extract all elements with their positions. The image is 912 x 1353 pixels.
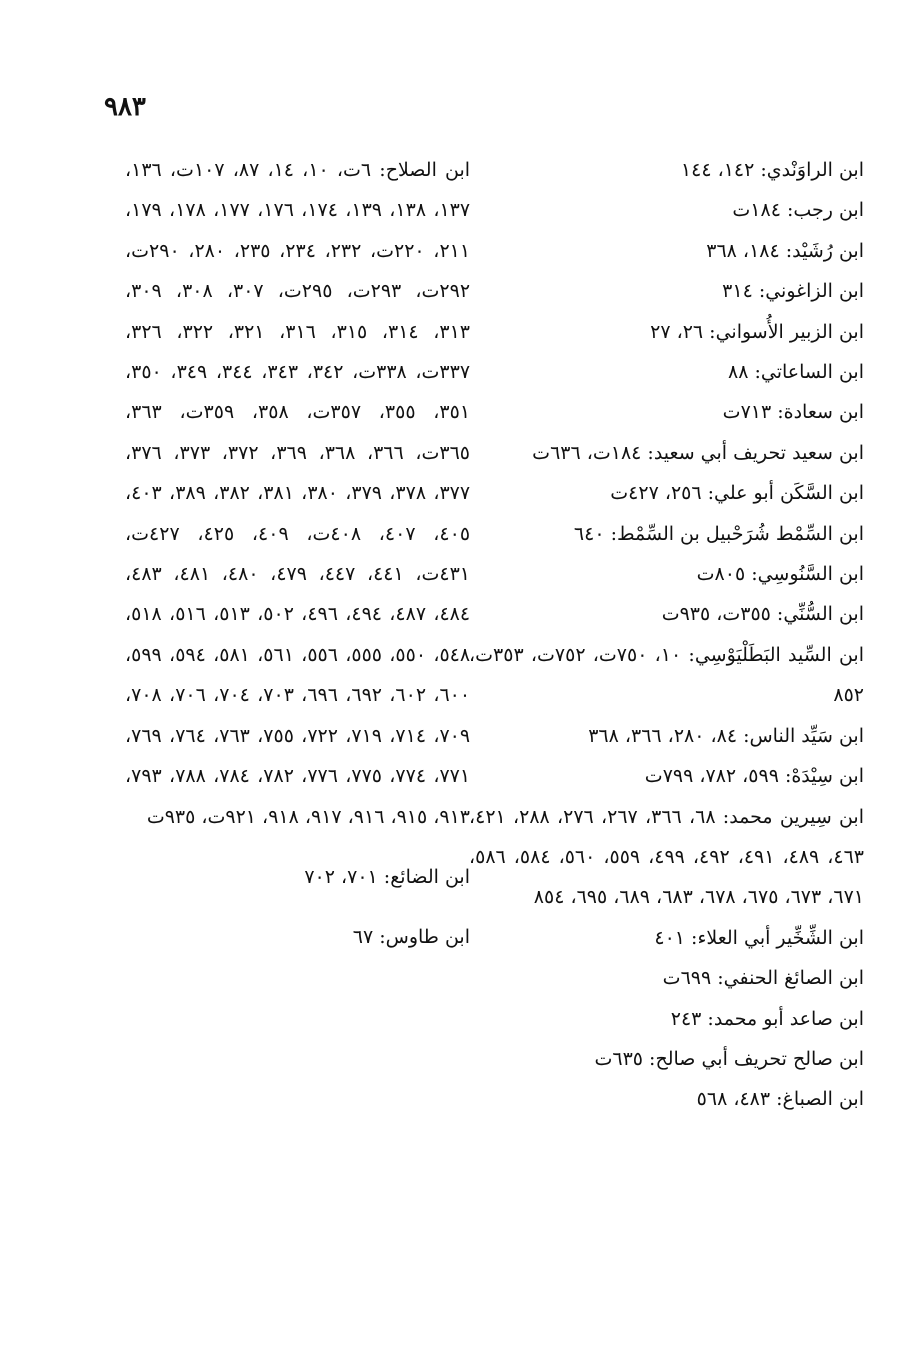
index-entry: ابن السِّيد البَطَلْيَوْسِي: ١٠، ٧٥٠ت، ٧٥٢ت، ٣٥٣ت، ٨٥٢ <box>469 643 864 707</box>
entry-gap <box>125 837 470 857</box>
index-entry: ابن رجب: ١٨٤ت <box>732 199 864 222</box>
index-entry: ابن طاوس: ٦٧ <box>352 926 470 949</box>
index-entry: ابن الصباغ: ٤٨٣، ٥٦٨ <box>696 1088 864 1111</box>
index-entry: ابن صاعد أبو محمد: ٢٤٣ <box>670 1007 864 1030</box>
index-entry: ابن رُشَيْد: ١٨٤، ٣٦٨ <box>706 239 864 262</box>
index-entry: ابن السَّكَن أبو علي: ٢٥٦، ٤٢٧ت <box>610 482 864 505</box>
index-entry: ابن سعيد تحريف أبي سعيد: ١٨٤ت، ٦٣٦ت <box>532 441 864 464</box>
index-entry: ابن السِّمْط شُرَحْبيل بن السِّمْط: ٦٤٠ <box>573 522 864 545</box>
index-entry: ابن الضائع: ٧٠١، ٧٠٢ <box>304 865 470 888</box>
index-entry: ابن سعادة: ٧١٣ت <box>722 401 864 424</box>
index-entry: ابن الصلاح: ٦ت، ١٠، ١٤، ٨٧، ١٠٧ت، ١٣٦، ١٣٧، ١٣٨، ١٣٩، ١٧٤، ١٧٦، ١٧٧، ١٧٨، ١٧٩، ٢١١، ٢٢٠ت، ٢٣٢، ٢٣٤، ٢٣٥، ٢٨٠، ٢٩٠ت، ٢٩٢ت، ٢٩٣ت، ٢٩٥ت، ٣٠٧، ٣٠٨، ٣٠٩، ٣١٣، ٣١٤، ٣١٥، ٣١٦، ٣٢١، ٣٢٢، ٣٢٦، ٣٣٧ت، ٣٣٨ت، ٣٤٢، ٣٤٣، ٣٤٤، ٣٤٩، ٣٥٠، ٣٥١، ٣٥٥، ٣٥٧ت، ٣٥٨، ٣٥٩ت، ٣٦٣، ٣٦٥ت، ٣٦٦، ٣٦٨، ٣٦٩، ٣٧٢، ٣٧٣، ٣٧٦، ٣٧٧، ٣٧٨، ٣٧٩، ٣٨٠، ٣٨١، ٣٨٢، ٣٨٩، ٤٠٣، ٤٠٥، ٤٠٧، ٤٠٨ت، ٤٠٩، ٤٢٥، ٤٢٧ت، ٤٣١ت، ٤٤١، ٤٤٧، ٤٧٩، ٤٨٠، ٤٨١، ٤٨٣، ٤٨٤، ٤٨٧، ٤٩٤، ٤٩٦، ٥٠٢، ٥١٣، ٥١٦، ٥١٨، ٥٤٨، ٥٥٠، ٥٥٥، ٥٥٦، ٥٦١، ٥٨١، ٥٩٤، ٥٩٩، ٦٠٠، ٦٠٢، ٦٩٢، ٦٩٦، ٧٠٣، ٧٠٤، ٧٠٦، ٧٠٨، ٧٠٩، ٧١٤، ٧١٩، ٧٢٢، ٧٥٥، ٧٦٣، ٧٦٤، ٧٦٩، ٧٧١، ٧٧٤، ٧٧٥، ٧٧٦، ٧٨٢، ٧٨٤، ٧٨٨، ٧٩٣، ٩١٣، ٩١٥، ٩١٦، ٩١٧، ٩١٨، ٩٢١ت، ٩٣٥ت <box>125 159 471 828</box>
index-entry: ابن سَيِّد الناس: ٨٤، ٢٨٠، ٣٦٦، ٣٦٨ <box>588 724 864 747</box>
index-entry: ابن الراوَنْدي: ١٤٢، ١٤٤ <box>680 159 864 181</box>
index-entry: ابن الزبير الأُسواني: ٢٦، ٢٧ <box>650 320 864 343</box>
index-entry: ابن الشِّخِّير أبي العلاء: ٤٠١ <box>654 926 864 949</box>
page-number: ٩٨٣ <box>104 92 146 122</box>
index-entry: ابن الزاغوني: ٣١٤ <box>722 280 864 303</box>
index-entry: ابن سِيْدَهْ: ٥٩٩، ٧٨٢، ٧٩٩ت <box>644 765 864 788</box>
index-column-left <box>125 150 470 958</box>
index-entry: ابن صالح تحريف أبي صالح: ٦٣٥ت <box>594 1047 864 1070</box>
index-entry: ابن السَّنُوسِي: ٨٠٥ت <box>696 563 864 586</box>
entry-gap <box>125 897 470 917</box>
index-entry: ابن سِيرين محمد: ٦٨، ٣٦٦، ٢٦٧، ٢٧٦، ٢٨٨، ٤٢١، ٤٦٣، ٤٨٩، ٤٩١، ٤٩٢، ٤٩٩، ٥٥٩، ٥٦٠، ٥٨٤، ٥٨٦، ٦٧١، ٦٧٣، ٦٧٥، ٦٧٨، ٦٨٣، ٦٨٩، ٦٩٥، ٨٥٤ <box>469 805 865 909</box>
index-entry: ابن الصائغ الحنفي: ٦٩٩ت <box>662 967 864 990</box>
index-entry: ابن الساعاتي: ٨٨ <box>728 361 864 384</box>
index-entry: ابن السُّنِّي: ٣٥٥ت، ٩٣٥ت <box>661 603 864 626</box>
index-column-right <box>469 150 864 1120</box>
